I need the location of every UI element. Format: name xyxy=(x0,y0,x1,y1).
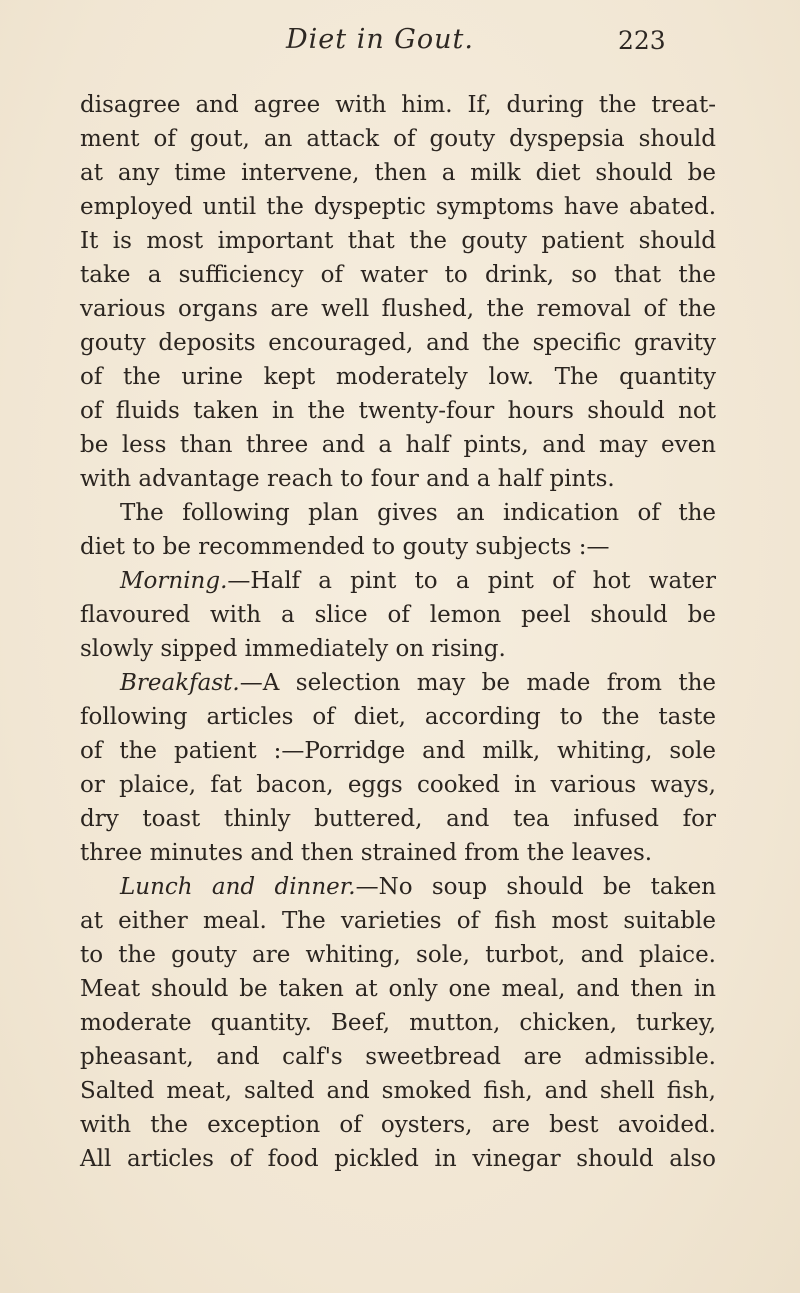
text-line: slowly sipped immediately on rising. xyxy=(80,636,506,662)
text-line: of fluids taken in the twenty-four hours should not xyxy=(80,398,716,424)
text-line: at either meal. The varieties of fish most suitable xyxy=(80,908,716,934)
section-heading-breakfast: Breakfast. xyxy=(120,670,240,696)
text-line: Breakfast.—A selection may be made from the xyxy=(120,670,716,696)
text-line: three minutes and then strained from the leaves. xyxy=(80,840,653,866)
text-line: pheasant, and calf's sweetbread are admissible. xyxy=(80,1044,716,1070)
text-line: The following plan gives an indication of the xyxy=(120,500,716,526)
text-line: or plaice, fat bacon, eggs cooked in various ways, xyxy=(80,772,716,798)
text-line: employed until the dyspeptic symptoms have abated. xyxy=(80,194,716,220)
text-line: to the gouty are whiting, sole, turbot, and plaice. xyxy=(80,942,716,968)
text-line: at any time intervene, then a milk diet should be xyxy=(80,160,716,186)
text-line: of the patient :—Porridge and milk, whiting, sole xyxy=(80,738,716,764)
text-line: ment of gout, an attack of gouty dyspepsia should xyxy=(80,126,716,152)
text-line: various organs are well flushed, the removal of the xyxy=(80,296,716,322)
text-line: disagree and agree with him. If, during the treat- xyxy=(80,92,716,118)
text-line: Meat should be taken at only one meal, and then in xyxy=(80,976,716,1002)
text-line: Lunch and dinner.—No soup should be taken xyxy=(120,874,716,900)
text-line: following articles of diet, according to the taste xyxy=(80,704,716,730)
section-heading-lunch-dinner: Lunch and dinner. xyxy=(120,874,356,900)
text-line: gouty deposits encouraged, and the specific gravity xyxy=(80,330,716,356)
text-line: flavoured with a slice of lemon peel should be xyxy=(80,602,716,628)
section-heading-morning: Morning. xyxy=(120,568,228,594)
text-line: dry toast thinly buttered, and tea infused for xyxy=(80,806,716,832)
page-number: 223 xyxy=(618,26,666,55)
text-line: Salted meat, salted and smoked fish, and shell fish, xyxy=(80,1078,716,1104)
text-line: All articles of food pickled in vinegar should also xyxy=(80,1146,716,1172)
running-head-title: Diet in Gout. xyxy=(286,24,474,55)
text-line: It is most important that the gouty patient should xyxy=(80,228,716,254)
text-line: with advantage reach to four and a half pints. xyxy=(80,466,615,492)
text-line: diet to be recommended to gouty subjects :— xyxy=(80,534,610,560)
running-head xyxy=(0,14,800,64)
body-text xyxy=(80,88,716,1176)
text-line: take a sufficiency of water to drink, so that the xyxy=(80,262,716,288)
text-line: Morning.—Half a pint to a pint of hot water xyxy=(120,568,716,594)
text-line: of the urine kept moderately low. The quantity xyxy=(80,364,716,390)
text-line: moderate quantity. Beef, mutton, chicken, turkey, xyxy=(80,1010,716,1036)
text-line: with the exception of oysters, are best avoided. xyxy=(80,1112,716,1138)
text-line: be less than three and a half pints, and may even xyxy=(80,432,716,458)
